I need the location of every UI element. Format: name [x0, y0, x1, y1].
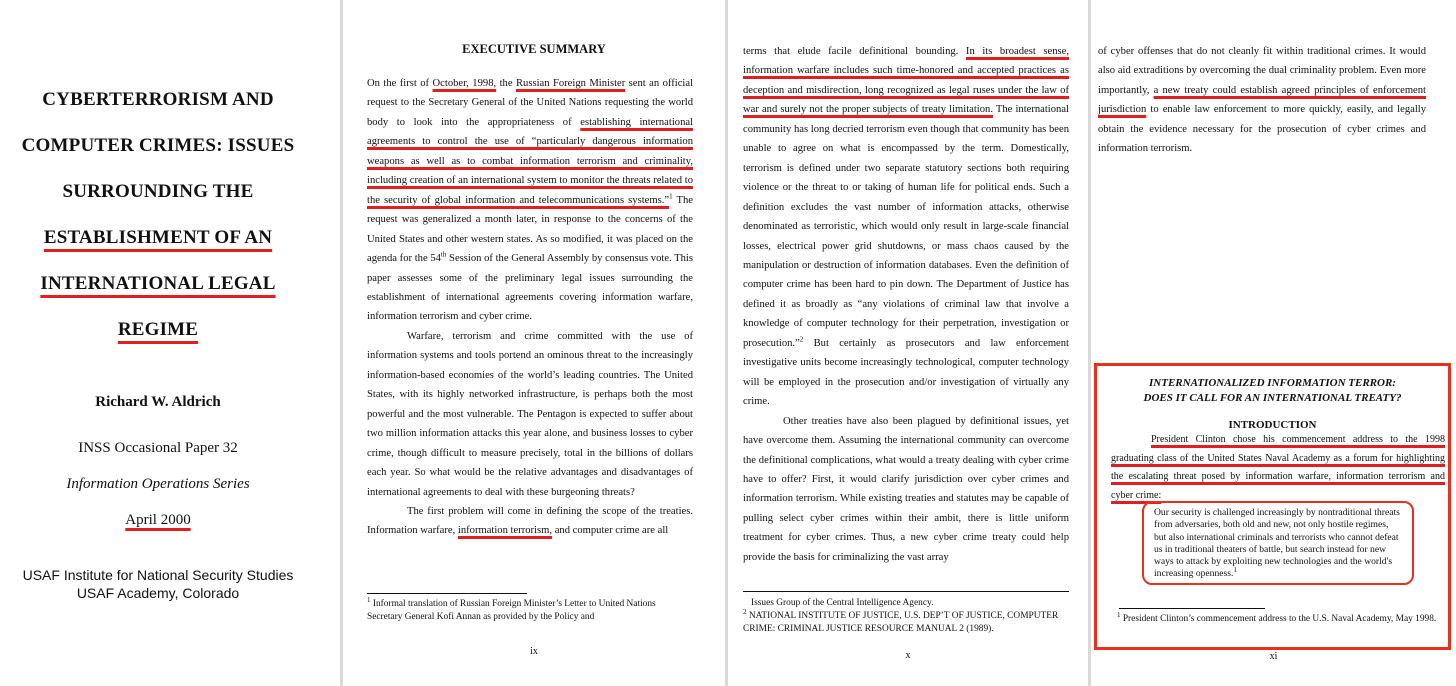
cover-title-line-5: INTERNATIONAL LEGAL	[40, 273, 276, 294]
page-ix-paragraph-2: Warfare, terrorism and crime committed with the use of information systems and tools portend an ominous threat to the increasingly information-based economies of the world’s leading countries. The United States, with its highly networked infrastructure, is perhaps both the most powerful and the most vulnerable. The Pentagon is expected to suffer about two million information attacks this year alone, and business losses to cyber crime, though difficult to measure precisely, total in the billions of dollars each year. So what would be the relative advantages and disadvantages of international agreements to deal with these burgeoning threats?	[367, 330, 693, 498]
cover-author: Richard W. Aldrich	[95, 394, 221, 410]
footnote-divider	[743, 591, 1069, 592]
cover-institute: USAF Institute for National Security Studies USAF Academy, Colorado	[22, 567, 294, 601]
page-ix	[343, 0, 725, 686]
cover-title-line-6: REGIME	[117, 319, 199, 340]
footnote-divider	[367, 593, 527, 594]
page-xi	[1091, 0, 1456, 686]
excerpt-title: INTERNATIONALIZED INFORMATION TERROR: DOES IT CALL FOR AN INTERNATIONAL TREATY?	[1143, 377, 1402, 404]
footnote-ref-1[interactable]: 1	[669, 192, 673, 201]
cover-title-line-3: SURROUNDING THE	[62, 181, 254, 202]
footnote-ref-2[interactable]: 2	[799, 335, 804, 344]
page-x-paragraph-1: terms that elude facile definitional bounding. In its broadest sense, information warfare includes such time-honored and accepted practices as deception and misdirection, long recognized as legal ruses under the law of war and surely not the proper subjects of treaty limitation. The international community has long decried terrorism even though that community has been unable to agree on what is encompassed by the term. Domestically, terrorism is defined under two separate statutory sections both requiring violence or the threat to or taking of human life for political ends. Such a definition excludes the vast number of information attacks, otherwise denominated as terroristic, which would only result in large-scale financial losses, electrical power grid shutdowns, or mass chaos caused by the manipulation or destruction of information databases. Even the definition of computer crime has been hard to pin down. The Department of Justice has defined it as broadly as “any violations of criminal law that involve a knowledge of computer technology for their perpetration, investigation or prosecution.”$^2$ But certainly as prosecutors and law enforcement investigative units become increasingly technological, computer technology will be employed in the prosecution and/or investigation of virtually any crime.	[743, 46, 1070, 408]
page-number-x: x	[905, 650, 911, 661]
excerpt-footnote: $^1$ President Clinton’s commencement address to the U.S. Naval Academy, May 1998.	[1117, 610, 1437, 624]
page-number-ix: ix	[530, 646, 538, 657]
executive-summary-heading: EXECUTIVE SUMMARY	[462, 42, 606, 56]
footnote-ref-1[interactable]: 1	[1233, 566, 1237, 575]
page-x-body	[743, 42, 1069, 567]
cover-title-line-1: CYBERTERRORISM AND	[42, 89, 274, 110]
page-xi-paragraph-1: of cyber offenses that do not cleanly fit within traditional crimes. It would also aid extraditions by overcoming the dual criminality problem. Even more importantly, a new treaty could establish agreed principles of enforcement jurisdiction to enable law enforcement to more quickly, easily, and legally obtain the evidence necessary for the prosecution of cyber crimes and information terrorism.	[1098, 46, 1426, 155]
highlighted-excerpt-box	[1094, 363, 1451, 650]
page-ix-body	[367, 74, 693, 541]
page-x-paragraph-2: Other treaties have also been plagued by definitional issues, yet have overcome them. Assuming the international community can overcome the definitional complications, what would a treaty dealing with cyber crime have to offer? First, it would clarify jurisdiction over cyber crimes and information terrorism. While existing treaties and statutes may be capable of pulling select cyber crimes within their ambit, there is little uniform treatment for cyber crimes. Thus, a new cyber crime treaty could help provide the basis for criminalizing the vast array	[743, 415, 1069, 563]
page-xi-body	[1098, 42, 1426, 159]
cover-series: Information Operations Series	[66, 476, 250, 492]
cover-paper-number: INSS Occasional Paper 32	[78, 440, 238, 456]
excerpt-intro: President Clinton chose his commencement address to the 1998 graduating class of the United States Naval Academy as a forum for highlighting the escalating threat posed by information warfare, information terrorism and cyber crime:	[1111, 434, 1445, 501]
page-ix-paragraph-3: The first problem will come in defining the scope of the treaties. Information warfare, information terrorism, and computer crime are all	[367, 505, 693, 537]
cover-page	[0, 0, 340, 686]
cover-title-line-4: ESTABLISHMENT OF AN	[43, 227, 273, 248]
cover-date: April 2000	[125, 512, 191, 528]
page-ix-footnote: $^1$ Informal translation of Russian Foreign Minister’s Letter to United Nations Secretary General Kofi Annan as provided by the Policy and	[367, 595, 656, 622]
footnote-divider	[1119, 608, 1265, 609]
page-number-xi: xi	[1269, 651, 1278, 662]
introduction-heading: INTRODUCTION	[1228, 419, 1317, 431]
page-x	[728, 0, 1088, 686]
page-ix-paragraph-1: On the first of October, 1998, the Russian Foreign Minister sent an official request to the Secretary General of the United Nations requesting the world body to look into the appropriateness of establishing international agreements to control the use of “particularly dangerous information weapons as well as to combat information terrorism and criminality, including creation of an international system to monitor the threats related to the security of global information and telecommunications systems.”$^1$ The request was generalized a month later, in response to the concerns of the United States and other western states. As so modified, it was placed on the agenda for the 54th Session of the General Assembly by consensus vote. This paper assesses some of the preliminary legal issues surrounding the establishment of international agreements covering information warfare, information terrorism and cyber crime.	[367, 78, 694, 323]
cover-title-line-2: COMPUTER CRIMES: ISSUES	[21, 135, 295, 156]
clinton-quote: Our security is challenged increasingly by nontraditional threats from adversaries, both old and new, not only hostile regimes, but also international criminals and terrorists who cannot defeat us in traditional theaters of battle, but search instead for new ways to attack by exploiting new technologies and the world's increasing openness.$^1$	[1142, 501, 1414, 585]
page-x-footnotes: Issues Group of the Central Intelligence Agency. $^2$ NATIONAL INSTITUTE OF JUSTICE, U.S. DEP’T OF JUSTICE, COMPUTER CRIME: CRIMINAL JUSTICE RESOURCE MANUAL 2 (1989).	[743, 598, 1059, 634]
